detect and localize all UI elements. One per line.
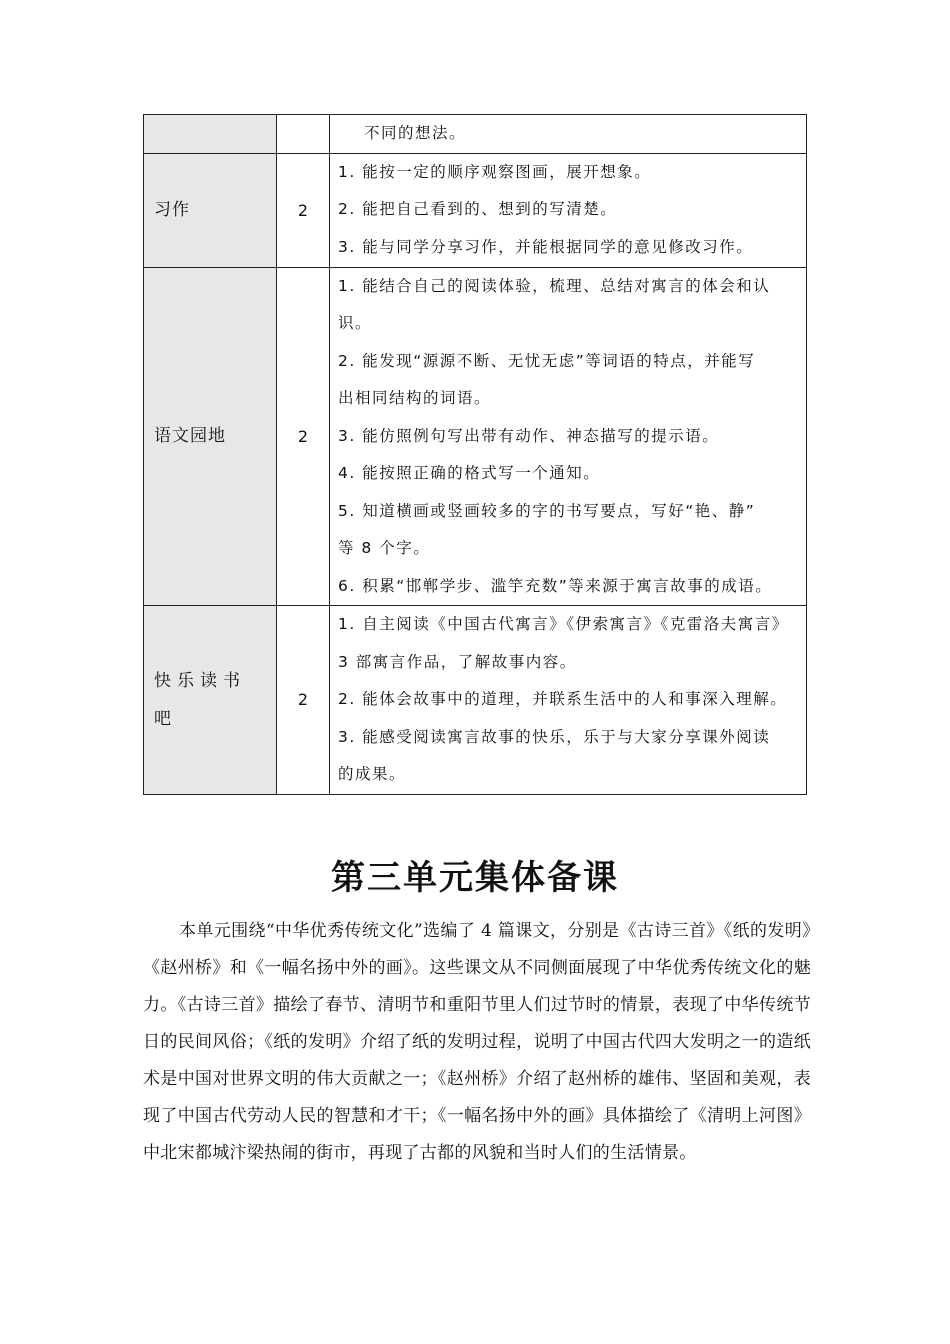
goal-line: 1. 能按一定的顺序观察图画，展开想象。 — [338, 162, 652, 181]
goal-line: 3. 能感受阅读寓言故事的快乐，乐于与大家分享课外阅读 — [338, 727, 771, 746]
unit-description-paragraph: 本单元围绕“中华优秀传统文化”选编了 4 篇课文，分别是《古诗三首》《纸的发明》《赵州桥》和《一幅名扬中外的画》。这些课文从不同侧面展现了中华优秀传统文化的魅力。《古诗三首》描绘了春节、清明节和重阳节里人们过节时的情景，表现了中华传统节日的民间风俗；《纸的发明》介绍了纸的发明过程，说明了中国古代四大发明之一的造纸术是中国对世界文明的伟大贡献之一；《赵州桥》介绍了赵州桥的雄伟、坚固和美观，表现了中国古代劳动人民的智慧和才干；《一幅名扬中外的画》具体描绘了《清明上河图》中北宋都城汴梁热闹的街市，再现了古都的风貌和当时人们的生活情景。 — [143, 921, 811, 1163]
goal-line: 3. 能仿照例句写出带有动作、神态描写的提示语。 — [338, 426, 720, 445]
goal-line: 2. 能把自己看到的、想到的写清楚。 — [338, 200, 618, 219]
category-cell: 快乐读书吧 — [144, 606, 277, 795]
goal-line: 2. 能发现“源源不断、无忧无虑”等词语的特点，并能写 — [338, 351, 756, 370]
table-row — [144, 606, 807, 795]
goal-line: 4. 能按照正确的格式写一个通知。 — [338, 464, 601, 482]
goal-line: 等 8 个字。 — [338, 539, 431, 557]
table-row — [144, 153, 807, 267]
goal-line: 5. 知道横画或竖画较多的字的书写要点，写好“艳、静” — [338, 501, 756, 520]
hours-cell: 2 — [277, 606, 330, 795]
table-row — [144, 115, 807, 154]
hours-cell: 2 — [277, 267, 330, 606]
goal-line: 出相同结构的词语。 — [338, 389, 492, 407]
section-title: 第三单元集体备课 — [331, 858, 619, 898]
goal-line: 3. 能与同学分享习作，并能根据同学的意见修改习作。 — [338, 237, 754, 256]
category-cell — [144, 115, 277, 154]
goals-cell — [330, 115, 807, 154]
goal-line: 1. 自主阅读《中国古代寓言》《伊索寓言》《克雷洛夫寓言》 — [338, 615, 789, 633]
goal-line: 3 部寓言作品，了解故事内容。 — [338, 652, 577, 671]
goal-line: 6. 积累“邯郸学步、滥竽充数”等来源于寓言故事的成语。 — [338, 576, 773, 595]
goals-cell — [330, 267, 807, 606]
goals-cell — [330, 153, 807, 267]
lesson-goals-table — [143, 114, 807, 795]
goal-line: 1. 能结合自己的阅读体验，梳理、总结对寓言的体会和认 — [338, 276, 771, 295]
hours-cell — [277, 115, 330, 154]
category-cell: 语文园地 — [144, 267, 277, 606]
table-row — [144, 267, 807, 606]
goal-line: 2. 能体会故事中的道理，并联系生活中的人和事深入理解。 — [338, 690, 788, 708]
hours-cell: 2 — [277, 153, 330, 267]
goals-cell — [330, 606, 807, 795]
category-cell: 习作 — [144, 153, 277, 267]
goal-line: 识。 — [338, 314, 373, 332]
goal-line: 的成果。 — [338, 765, 407, 783]
goal-line: 不同的想法。 — [364, 124, 467, 142]
